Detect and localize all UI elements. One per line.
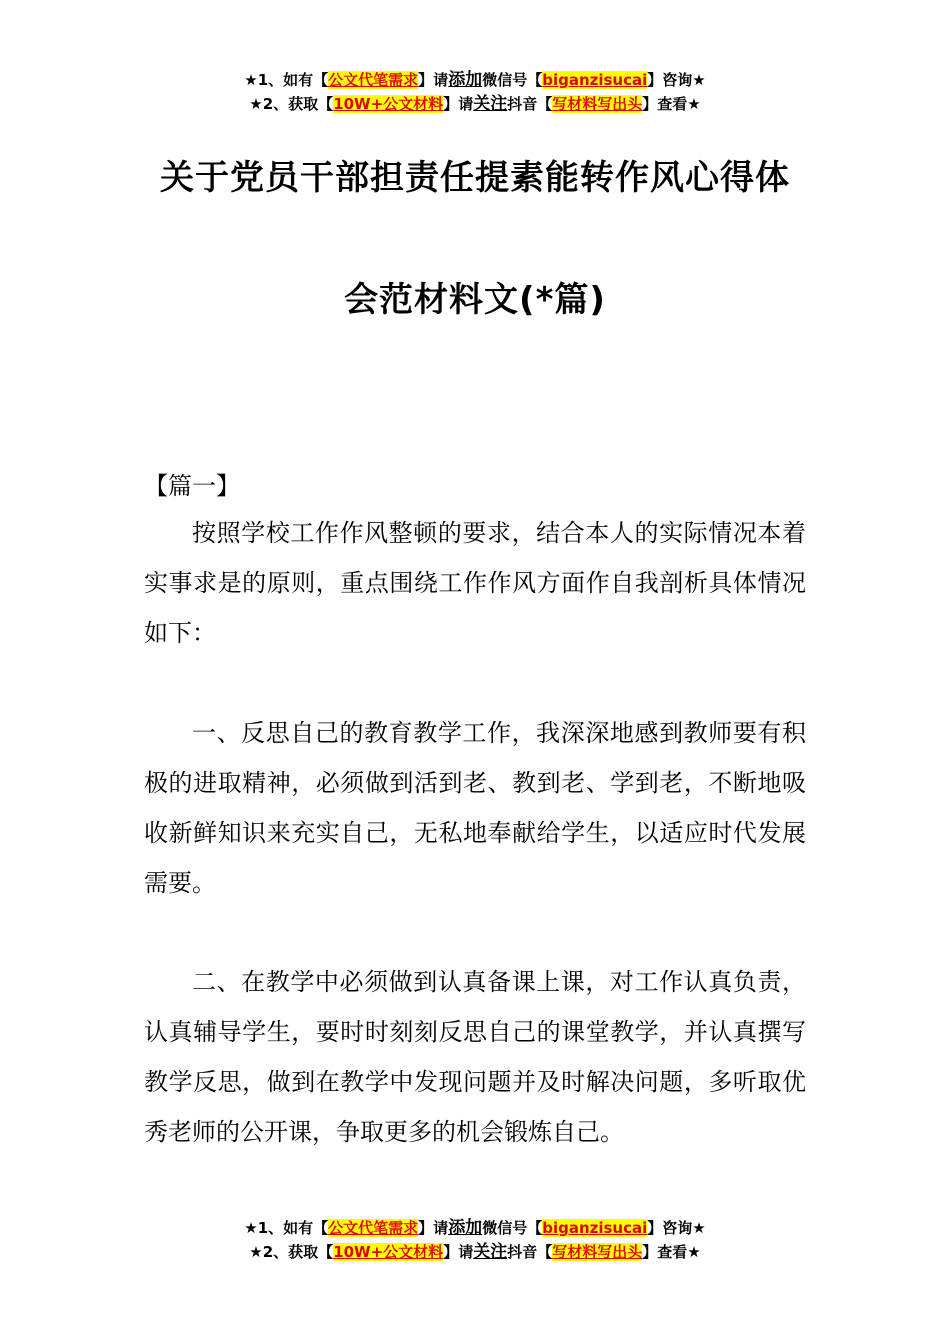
banner-text: ★2、获取【 bbox=[249, 95, 334, 113]
banner-highlight: 写材料写出头 bbox=[552, 1243, 643, 1261]
banner-bottom bbox=[0, 1216, 950, 1264]
section-label: 【篇一】 bbox=[144, 472, 240, 500]
banner-underline: 关注 bbox=[473, 1242, 508, 1262]
banner-text: 微信号【 bbox=[482, 71, 543, 89]
banner-underline: 关注 bbox=[473, 94, 508, 114]
paragraph-2: 一、反思自己的教育教学工作，我深深地感到教师要有积极的进取精神，必须做到活到老、教到老、学到老，不断地吸收新鲜知识来充实自己，无私地奉献给学生，以适应时代发展需要。 bbox=[144, 719, 806, 897]
banner-text: 抖音【 bbox=[507, 95, 553, 113]
banner-text: 抖音【 bbox=[507, 1243, 553, 1261]
banner-text: 】咨询★ bbox=[647, 1219, 706, 1237]
banner-text: ★2、获取【 bbox=[249, 1243, 334, 1261]
banner-line-1 bbox=[0, 1216, 950, 1240]
banner-text: 】查看★ bbox=[642, 95, 701, 113]
banner-highlight: 公文代笔需求 bbox=[328, 71, 419, 89]
banner-highlight: 写材料写出头 bbox=[552, 95, 643, 113]
document-title-line-2: 会范材料文(*篇) bbox=[344, 280, 606, 320]
banner-underline: 添加 bbox=[448, 1218, 483, 1238]
banner-text: 】请 bbox=[418, 1219, 449, 1237]
banner-text: 】查看★ bbox=[642, 1243, 701, 1261]
banner-line-2 bbox=[0, 92, 950, 116]
document-title-line-1: 关于党员干部担责任提素能转作风心得体 bbox=[160, 158, 790, 198]
banner-highlight: biganzisucai bbox=[542, 71, 648, 89]
banner-text: 】请 bbox=[418, 71, 449, 89]
banner-text: 】请 bbox=[443, 1243, 474, 1261]
banner-text: 】咨询★ bbox=[647, 71, 706, 89]
banner-highlight: 10W+公文材料 bbox=[333, 95, 444, 113]
banner-text: 】请 bbox=[443, 95, 474, 113]
banner-text: ★1、如有【 bbox=[244, 1219, 329, 1237]
banner-line-1 bbox=[0, 68, 950, 92]
banner-underline: 添加 bbox=[448, 70, 483, 90]
paragraph-3: 二、在教学中必须做到认真备课上课，对工作认真负责，认真辅导学生，要时时刻刻反思自己的课堂教学，并认真撰写教学反思，做到在教学中发现问题并及时解决问题，多听取优秀老师的公开课，争取更多的机会锻炼自己。 bbox=[144, 968, 806, 1146]
banner-text: ★1、如有【 bbox=[244, 71, 329, 89]
banner-highlight: 公文代笔需求 bbox=[328, 1219, 419, 1237]
banner-highlight: biganzisucai bbox=[542, 1219, 648, 1237]
banner-line-2 bbox=[0, 1240, 950, 1264]
banner-highlight: 10W+公文材料 bbox=[333, 1243, 444, 1261]
banner-text: 微信号【 bbox=[482, 1219, 543, 1237]
paragraph-1: 按照学校工作作风整顿的要求，结合本人的实际情况本着实事求是的原则，重点围绕工作作风方面作自我剖析具体情况如下： bbox=[144, 519, 806, 647]
banner-top bbox=[0, 68, 950, 116]
